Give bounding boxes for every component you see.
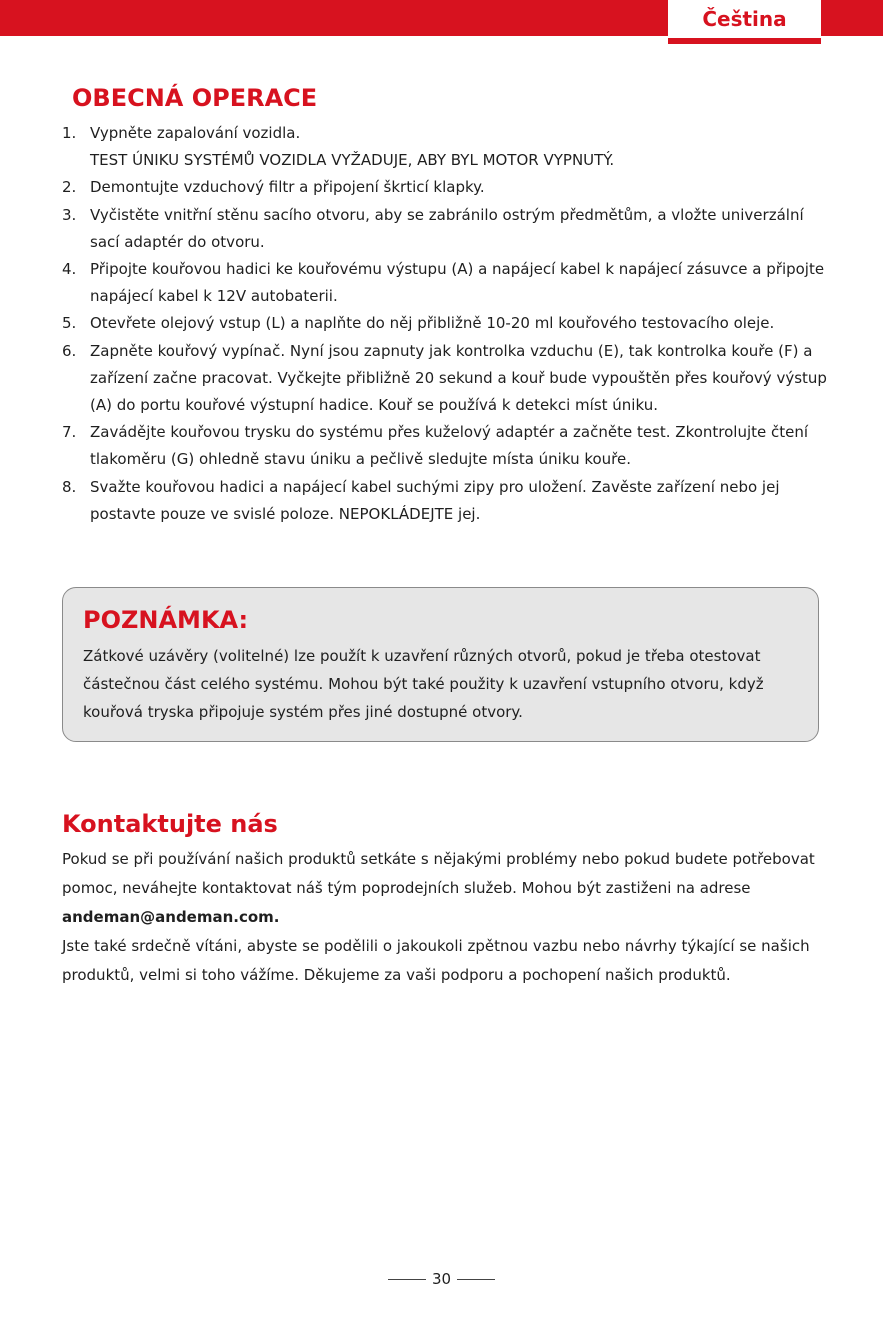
step-number: 6. — [62, 341, 77, 360]
step-item — [62, 338, 832, 420]
step-text: Připojte kouřovou hadici ke kouřovému výstupu (A) a napájecí kabel k napájecí zásuvce a připojte napájecí kabel k 12V autobaterii. — [90, 260, 825, 306]
step-number: 1. — [62, 124, 77, 142]
operation-steps-list — [62, 120, 832, 528]
contact-paragraph — [62, 845, 832, 932]
note-text: Zátkové uzávěry (volitelné) lze použít k uzavření různých otvorů, pokud je třeba otestovat částečnou část celého systému. Mohou být také použity k uzavření vstupního otvoru, když kouřová tryska připojuje systém přes jiné dostupné otvory. — [83, 647, 764, 721]
step-text: Otevřete olejový vstup (L) a naplňte do něj přibližně 10-20 ml kouřového testovacího oleje. — [90, 314, 775, 333]
step-number: 5. — [62, 314, 77, 333]
step-number: 7. — [62, 423, 77, 442]
section-title-general-operation: OBECNÁ OPERACE — [72, 84, 318, 112]
step-text: Demontujte vzduchový filtr a připojení škrticí klapky. — [90, 178, 485, 197]
step-item — [62, 310, 832, 337]
step-item — [62, 474, 832, 528]
step-item — [62, 174, 832, 201]
step-item — [62, 202, 832, 256]
step-item — [62, 120, 832, 174]
contact-text — [62, 845, 832, 990]
step-text: Vypněte zapalování vozidla. TEST ÚNIKU SYSTÉMŮ VOZIDLA VYŽADUJE, ABY BYL MOTOR VYPNUTÝ. — [90, 124, 615, 170]
step-text: Vyčistěte vnitřní stěnu sacího otvoru, aby se zabránilo ostrým předmětům, a vložte univerzální sací adaptér do otvoru. — [90, 205, 804, 251]
note-title: POZNÁMKA: — [83, 606, 249, 634]
page-number: 30 — [431, 1270, 452, 1288]
footer-line-right — [457, 1279, 495, 1280]
language-label: Čeština — [702, 7, 787, 31]
contact-email: andeman@andeman.com. — [62, 908, 280, 926]
page-footer — [0, 1268, 883, 1290]
feedback-paragraph: Jste také srdečně vítáni, abyste se podělili o jakoukoli zpětnou vazbu nebo návrhy týkající se našich produktů, velmi si toho vážíme. Děkujeme za vaši podporu a pochopení našich produktů. — [62, 937, 810, 984]
section-title-contact: Kontaktujte nás — [62, 810, 278, 838]
contact-paragraph-text: Pokud se při používání našich produktů setkáte s nějakými problémy nebo pokud budete potřebovat pomoc, neváhejte kontaktovat náš tým poprodejních služeb. Mohou být zastiženi na adrese — [62, 850, 815, 897]
footer-line-left — [388, 1279, 426, 1280]
step-number: 8. — [62, 477, 77, 496]
step-number: 4. — [62, 260, 77, 279]
step-text: Zavádějte kouřovou trysku do systému přes kuželový adaptér a začněte test. Zkontrolujte čtení tlakoměru (G) ohledně stavu úniku a pečlivě sledujte místa úniku kouře. — [90, 423, 809, 469]
step-item — [62, 256, 832, 310]
step-item — [62, 419, 832, 473]
step-text: Zapněte kouřový vypínač. Nyní jsou zapnuty jak kontrolka vzduchu (E), tak kontrolka kouře (F) a zařízení začne pracovat. Vyčkejte přibližně 20 sekund a kouř bude vypouštěn přes kouřový výstup (A) do portu kouřové výstupní hadice. Kouř se používá k detekci míst úniku. — [90, 341, 827, 415]
step-text: Svažte kouřovou hadici a napájecí kabel suchými zipy pro uložení. Zavěste zařízení nebo jej postavte pouze ve svislé poloze. NEPOKLÁDEJTE jej. — [90, 477, 780, 523]
note-box — [62, 587, 819, 742]
step-number: 2. — [62, 178, 77, 197]
language-tab — [668, 0, 821, 44]
step-number: 3. — [62, 205, 77, 224]
